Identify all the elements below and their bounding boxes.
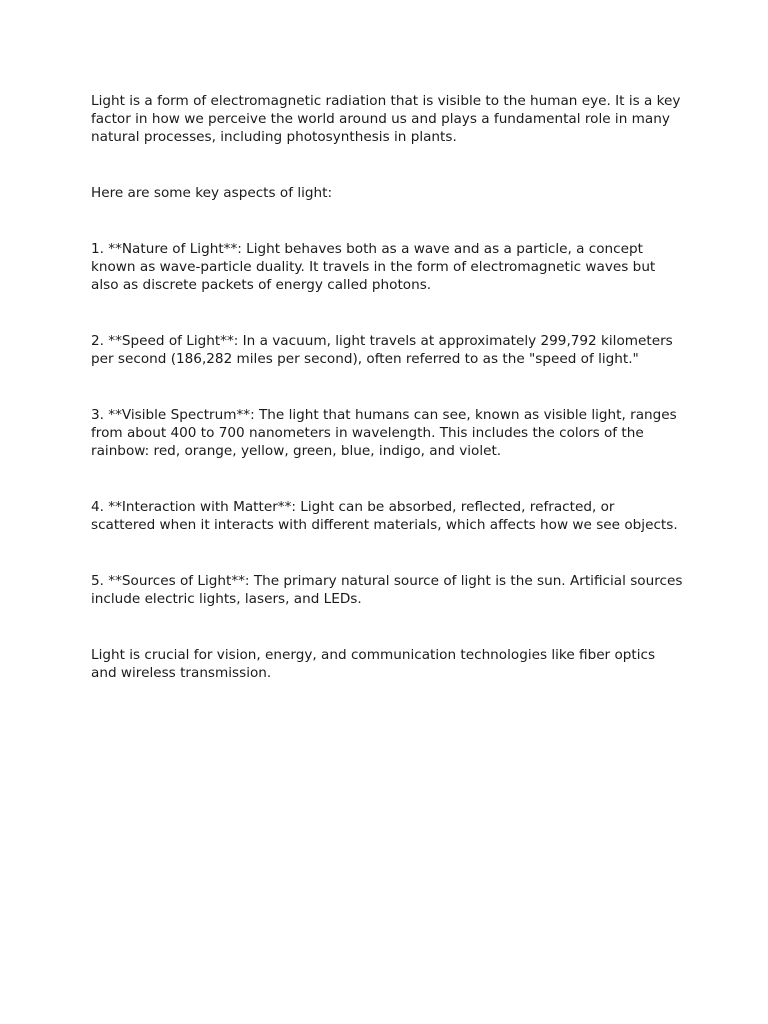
list-item-interaction-with-matter: 4. **Interaction with Matter**: Light can be absorbed, reflected, refracted, or scattered when it interacts with different materials, which affects how we see objects. bbox=[91, 499, 678, 533]
document-body bbox=[91, 92, 683, 682]
intro-paragraph: Light is a form of electromagnetic radiation that is visible to the human eye. It is a key factor in how we perceive the world around us and plays a fundamental role in many natural processes, including photosynthesis in plants. bbox=[91, 93, 681, 145]
list-item-sources-of-light: 5. **Sources of Light**: The primary natural source of light is the sun. Artificial sources include electric lights, lasers, and LEDs. bbox=[91, 573, 683, 607]
list-item-speed-of-light: 2. **Speed of Light**: In a vacuum, light travels at approximately 299,792 kilometers per second (186,282 miles per second), often referred to as the "speed of light." bbox=[91, 333, 673, 367]
list-item-nature-of-light: 1. **Nature of Light**: Light behaves both as a wave and as a particle, a concept known as wave-particle duality. It travels in the form of electromagnetic waves but also as discrete packets of energy called photons. bbox=[91, 241, 656, 293]
aspects-heading-paragraph: Here are some key aspects of light: bbox=[91, 185, 333, 201]
conclusion-paragraph: Light is crucial for vision, energy, and communication technologies like fiber optics and wireless transmission. bbox=[91, 647, 656, 681]
list-item-visible-spectrum: 3. **Visible Spectrum**: The light that humans can see, known as visible light, ranges from about 400 to 700 nanometers in wavelength. This includes the colors of the rainbow: red, orange, yellow, green, blue, indigo, and violet. bbox=[91, 407, 677, 459]
